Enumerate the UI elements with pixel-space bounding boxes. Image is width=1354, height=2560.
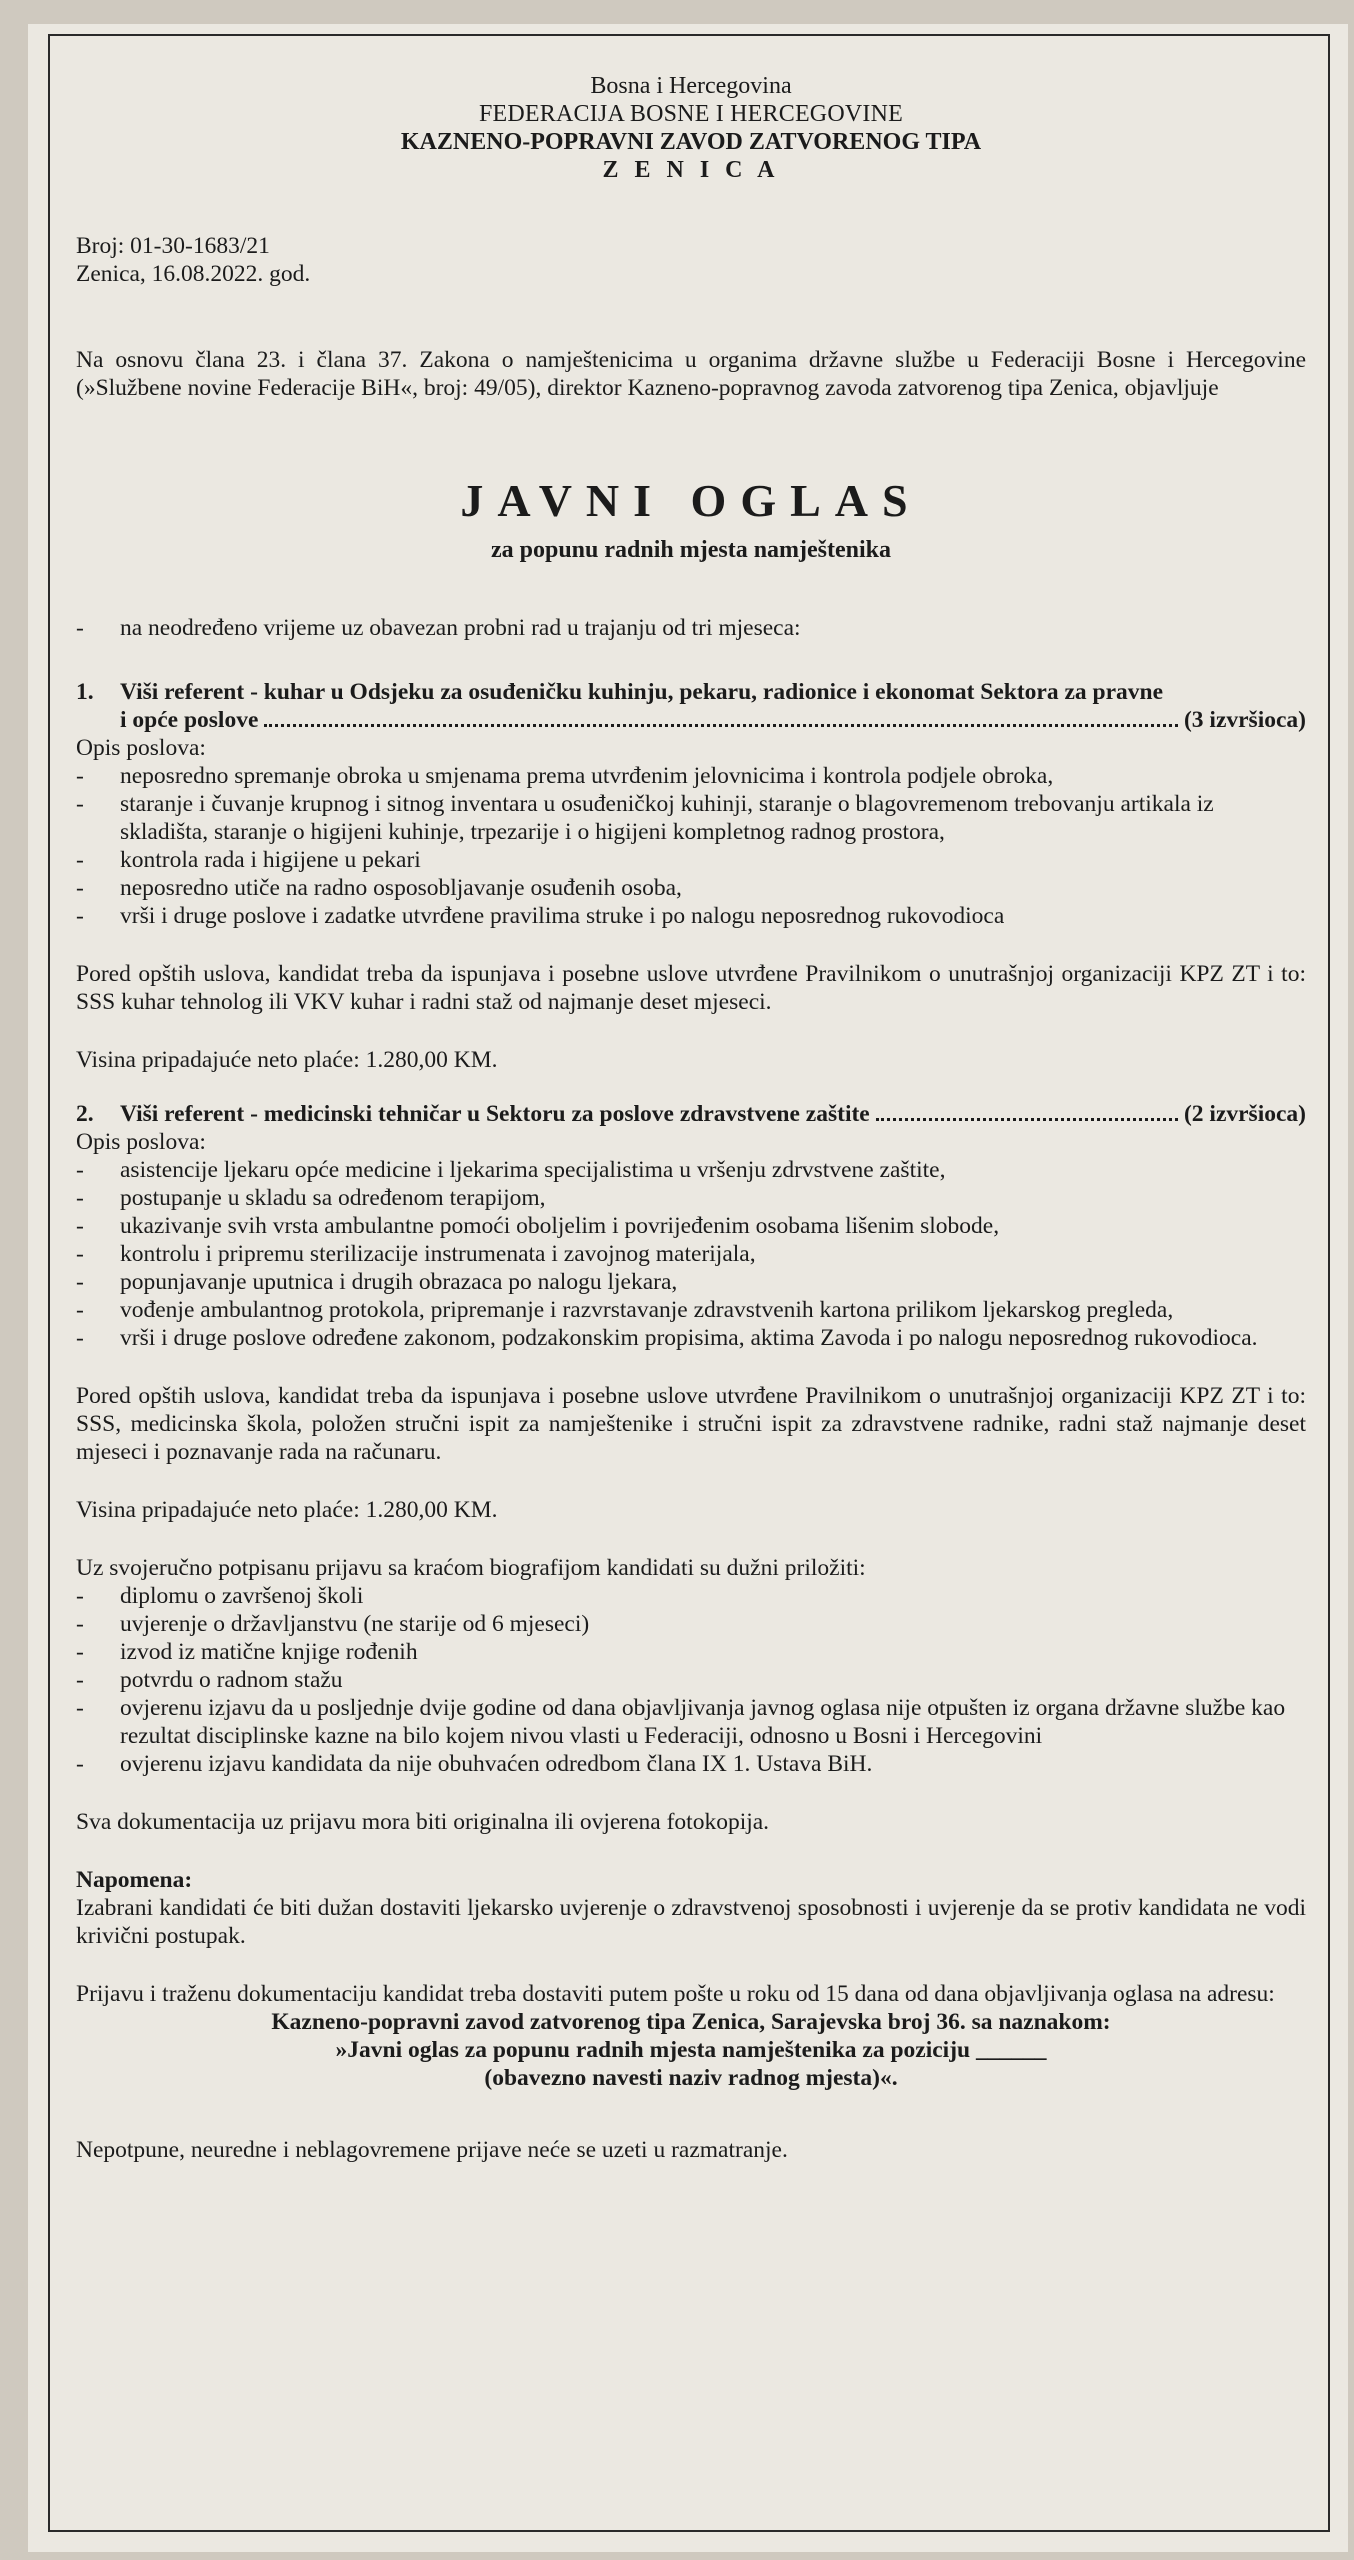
leader-dots [264,724,1178,727]
place-date: Zenica, 16.08.2022. god. [76,261,311,287]
position-title-line: Viši referent - kuhar u Odsjeku za osuđeničku kuhinju, pekaru, radionice i ekonomat Sektora za pravne [120,679,1164,705]
submission-label-line: »Javni oglas za popunu radnih mjesta namještenika za poziciju ______ [335,2037,1047,2063]
list-item: - popunjavanje uputnica i drugih obrazaca po nalogu ljekara, [76,1269,678,1295]
duties-list [76,1156,1306,1352]
city-name: Z E N I C A [602,157,780,183]
salary-line: Visina pripadajuće neto plaće: 1.280,00 KM. [76,1047,498,1073]
reference-block [76,232,1306,288]
list-item: - ukazivanje svih vrsta ambulantne pomoći oboljelim i povrijeđenim osobama lišenim slobode, [76,1213,1000,1239]
list-item: - ovjerenu izjavu kandidata da nije obuhvaćen odredbom člana IX 1. Ustava BiH. [76,1751,873,1777]
position-count: (2 izvršioca) [1183,1101,1306,1127]
documents-intro: Uz svojeručno potpisanu prijavu sa kraćom biografijom kandidati su dužni priložiti: [76,1555,866,1581]
institution-name: KAZNENO-POPRAVNI ZAVOD ZATVORENOG TIPA [400,129,982,155]
napomena-block [76,1866,1306,1950]
submission-text: Prijavu i traženu dokumentaciju kandidat treba dostaviti putem pošte u roku od 15 dana od dana objavljivanja oglasa na adresu: [76,1981,1275,2007]
napomena-text: Izabrani kandidati će biti dužan dostaviti ljekarsko uvjerenje o zdravstvenoj sposobnosti i uvjerenje da se protiv kandidata ne vodi krivični postupak. [76,1895,1306,1949]
position-title-line: i opće poslove [120,707,259,733]
position-number: 1. [76,679,94,705]
list-item: - vrši i druge poslove određene zakonom, podzakonskim propisima, aktima Zavoda i po nalogu neposrednog rukovodioca. [76,1325,1258,1351]
list-item: - kontrolu i pripremu sterilizacije instrumenata i zavojnog materijala, [76,1241,756,1267]
submission-address: Kazneno-popravni zavod zatvorenog tipa Zenica, Sarajevska broj 36. sa naznakom: [271,2009,1111,2035]
conditions-paragraph: Pored opštih uslova, kandidat treba da ispunjava i posebne uslove utvrđene Pravilnikom o unutrašnjoj organizaciji KPZ ZT i to: SSS, medicinska škola, položen stručni ispit za namještenike i stručni ispit za zdravstvene radnike, radni staž najmanje deset mjeseci i poznavanje rada na računaru. [76,1383,1306,1465]
list-item: - staranje i čuvanje krupnog i sitnog inventara u osuđeničkoj kuhinji, staranje o blagovremenom trebovanju artikala iz skladišta, staranje o higijeni kuhinje, trpezarije i o higijeni kompletnog radnog prostora, [76,791,1214,845]
footer-notice: Nepotpune, neuredne i neblagovremene prijave neće se uzeti u razmatranje. [76,2137,788,2163]
newspaper-sheet [28,24,1348,2552]
list-item: - uvjerenje o državljanstvu (ne starije od 6 mjeseci) [76,1611,590,1637]
notice-subtitle: za popunu radnih mjesta namještenika [490,537,892,563]
list-item: - neposredno spremanje obroka u smjenama prema utvrđenim jelovnicima i kontrola podjele obroka, [76,763,1054,789]
list-item: - kontrola rada i higijene u pekari [76,847,421,873]
list-item: - vođenje ambulantnog protokola, pripremanje i razvrstavanje zdravstvenih kartona prilikom ljekarskog pregleda, [76,1297,1174,1323]
employment-term [76,614,1306,642]
position-2-heading [76,1100,1306,1128]
salary-line: Visina pripadajuće neto plaće: 1.280,00 KM. [76,1497,498,1523]
list-item: - postupanje u skladu sa određenom terapijom, [76,1185,546,1211]
conditions-paragraph: Pored opštih uslova, kandidat treba da ispunjava i posebne uslove utvrđene Pravilnikom o unutrašnjoj organizaciji KPZ ZT i to: SSS kuhar tehnolog ili VKV kuhar i radni staž od najmanje deset mjeseci. [76,961,1306,1015]
list-item: - asistencije ljekaru opće medicine i ljekarima specijalistima u vršenju zdrvstvene zaštite, [76,1157,946,1183]
notice-title: JAVNI OGLAS [460,475,922,526]
duties-label: Opis poslova: [76,735,206,761]
position-1-heading [76,678,1306,734]
duties-label: Opis poslova: [76,1129,206,1155]
position-title-line: Viši referent - medicinski tehničar u Sektoru za poslove zdravstvene zaštite [120,1101,870,1127]
employment-term-text: na neodređeno vrijeme uz obavezan probni rad u trajanju od tri mjeseca: [120,615,801,641]
list-item: - izvod iz matične knjige rođenih [76,1639,418,1665]
leader-dots [876,1118,1178,1121]
dash-mark: - [76,615,84,641]
issuer-header [76,72,1306,184]
position-count: (3 izvršioca) [1183,707,1306,733]
position-number: 2. [76,1101,94,1127]
public-notice [76,72,1306,2164]
federation-name: FEDERACIJA BOSNE I HERCEGOVINE [478,101,903,127]
duties-list [76,762,1306,930]
legal-basis-paragraph: Na osnovu člana 23. i člana 37. Zakona o namještenicima u organima državne službe u Federaciji Bosne i Hercegovine (»Službene novine Federacije BiH«, broj: 49/05), direktor Kazneno-popravnog zavoda zatvorenog tipa Zenica, objavljuje [76,347,1306,401]
napomena-label: Napomena: [76,1867,193,1893]
list-item: - potvrdu o radnom stažu [76,1667,343,1693]
reference-number: Broj: 01-30-1683/21 [76,233,270,259]
country-name: Bosna i Hercegovina [590,73,792,99]
list-item: - vrši i druge poslove i zadatke utvrđene pravilima struke i po nalogu neposrednog rukovodioca [76,903,1005,929]
documents-note: Sva dokumentacija uz prijavu mora biti originalna ili ovjerena fotokopija. [76,1809,770,1835]
submission-label-note: (obavezno navesti naziv radnog mjesta)«. [484,2065,898,2091]
list-item: - diplomu o završenoj školi [76,1583,364,1609]
documents-list [76,1582,1306,1778]
list-item: - neposredno utiče na radno osposobljavanje osuđenih osoba, [76,875,682,901]
list-item: - ovjerenu izjavu da u posljednje dvije godine od dana objavljivanja javnog oglasa nije otpušten iz organa državne službe kao rezultat disciplinske kazne na bilo kojem nivou vlasti u Federaciji, odnosno u Bosni i Hercegovini [76,1695,1286,1749]
